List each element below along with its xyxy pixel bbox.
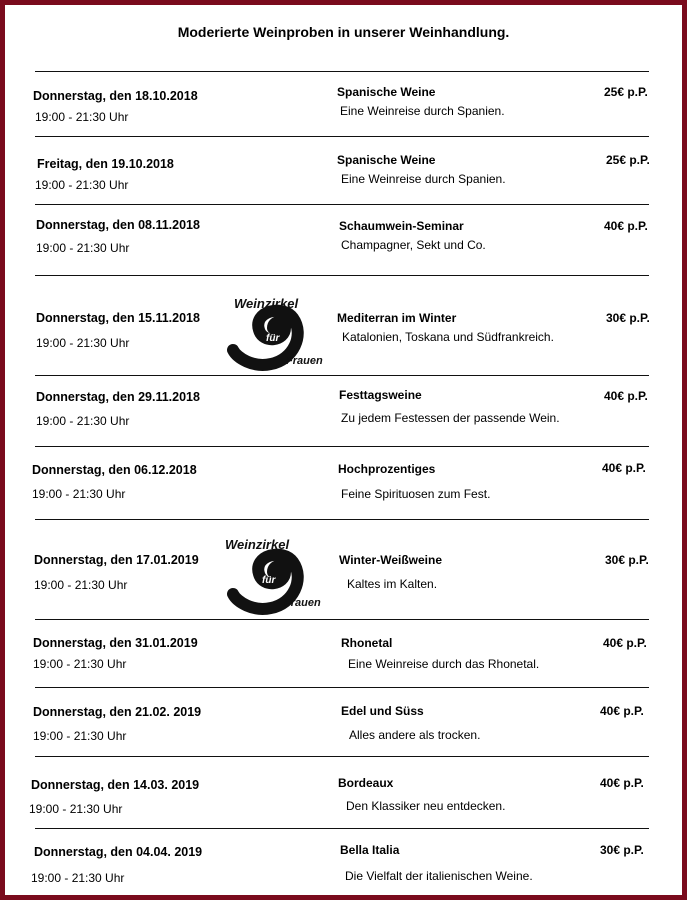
event-description: Zu jedem Festessen der passende Wein. <box>341 411 560 425</box>
event-description: Die Vielfalt der italienischen Weine. <box>345 869 533 883</box>
event-price: 40€ p.P. <box>603 636 647 650</box>
event-date: Donnerstag, den 18.10.2018 <box>33 89 198 103</box>
event-description: Eine Weinreise durch Spanien. <box>341 172 506 186</box>
logo-line-2: für <box>262 575 276 586</box>
logo-line-3: Frauen <box>284 597 321 609</box>
logo-line-2: für <box>266 333 280 344</box>
event-date: Donnerstag, den 04.04. 2019 <box>34 845 203 859</box>
event-description: Kaltes im Kalten. <box>347 577 438 591</box>
event-name: Rhonetal <box>341 636 393 650</box>
logo-line-3: Frauen <box>286 355 323 367</box>
event-time: 19:00 - 21:30 Uhr <box>35 178 129 192</box>
event-time: 19:00 - 21:30 Uhr <box>36 336 130 350</box>
event-time: 19:00 - 21:30 Uhr <box>31 871 125 885</box>
event-description: Eine Weinreise durch das Rhonetal. <box>348 657 540 671</box>
event-price: 40€ p.P. <box>604 389 648 403</box>
event-date: Donnerstag, den 15.11.2018 <box>36 311 200 325</box>
divider <box>35 71 649 72</box>
weinzirkel-logo <box>217 278 327 378</box>
event-price: 25€ p.P. <box>604 85 648 99</box>
event-price: 40€ p.P. <box>600 704 644 718</box>
event-name: Bella Italia <box>340 843 400 857</box>
event-description: Den Klassiker neu entdecken. <box>346 799 506 813</box>
event-name: Bordeaux <box>338 776 394 790</box>
event-description: Champagner, Sekt und Co. <box>341 238 486 252</box>
event-date: Donnerstag, den 17.01.2019 <box>34 553 199 567</box>
event-date: Donnerstag, den 14.03. 2019 <box>31 778 200 792</box>
event-date: Donnerstag, den 06.12.2018 <box>32 463 197 477</box>
divider <box>35 446 649 447</box>
divider <box>35 519 649 520</box>
event-date: Freitag, den 19.10.2018 <box>37 157 174 171</box>
event-date: Donnerstag, den 29.11.2018 <box>36 390 200 404</box>
weinzirkel-logo <box>217 522 327 622</box>
event-date: Donnerstag, den 08.11.2018 <box>36 218 200 232</box>
page-title: Moderierte Weinproben in unserer Weinhandlung. <box>177 24 510 40</box>
event-name: Spanische Weine <box>337 153 436 167</box>
divider <box>35 687 649 688</box>
event-time: 19:00 - 21:30 Uhr <box>33 729 127 743</box>
event-name: Winter-Weißweine <box>339 553 443 567</box>
event-price: 30€ p.P. <box>600 843 644 857</box>
logo-line-1: Weinzirkel <box>225 537 290 552</box>
event-time: 19:00 - 21:30 Uhr <box>36 241 130 255</box>
divider <box>35 204 649 205</box>
event-name: Mediterran im Winter <box>337 311 457 325</box>
event-time: 19:00 - 21:30 Uhr <box>36 414 130 428</box>
event-price: 30€ p.P. <box>606 311 650 325</box>
divider <box>35 136 649 137</box>
event-price: 40€ p.P. <box>604 219 648 233</box>
divider <box>35 756 649 757</box>
event-date: Donnerstag, den 31.01.2019 <box>33 636 198 650</box>
event-time: 19:00 - 21:30 Uhr <box>34 578 128 592</box>
event-name: Festtagsweine <box>339 388 422 402</box>
event-description: Katalonien, Toskana und Südfrankreich. <box>342 330 554 344</box>
event-price: 30€ p.P. <box>605 553 649 567</box>
divider <box>35 375 649 376</box>
event-description: Eine Weinreise durch Spanien. <box>340 104 505 118</box>
divider <box>35 828 649 829</box>
divider <box>35 619 649 620</box>
event-date: Donnerstag, den 21.02. 2019 <box>33 705 202 719</box>
event-price: 40€ p.P. <box>602 461 646 475</box>
event-time: 19:00 - 21:30 Uhr <box>32 487 126 501</box>
event-time: 19:00 - 21:30 Uhr <box>35 110 129 124</box>
event-name: Spanische Weine <box>337 85 436 99</box>
event-description: Feine Spirituosen zum Fest. <box>341 487 491 501</box>
event-name: Schaumwein-Seminar <box>339 219 464 233</box>
event-time: 19:00 - 21:30 Uhr <box>29 802 123 816</box>
event-time: 19:00 - 21:30 Uhr <box>33 657 127 671</box>
divider <box>35 275 649 276</box>
event-price: 40€ p.P. <box>600 776 644 790</box>
logo-line-1: Weinzirkel <box>234 296 299 311</box>
event-name: Edel und Süss <box>341 704 424 718</box>
event-price: 25€ p.P. <box>606 153 650 167</box>
event-name: Hochprozentiges <box>338 462 436 476</box>
event-description: Alles andere als trocken. <box>349 728 481 742</box>
